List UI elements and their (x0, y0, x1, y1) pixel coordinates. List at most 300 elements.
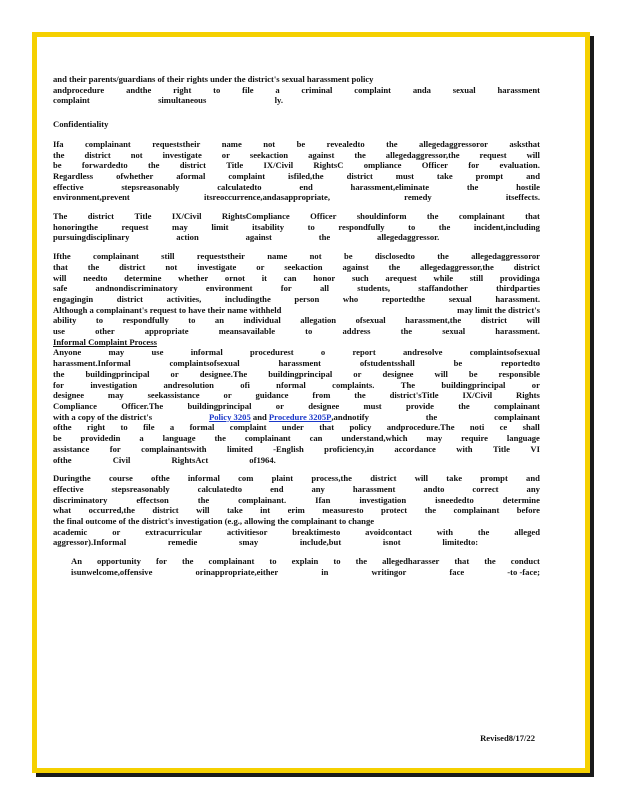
word: Although a complainant's request to have their name withheld (53, 304, 282, 315)
word: environment,prevent (53, 192, 130, 203)
word: disclosedto (374, 251, 415, 262)
word: The (400, 379, 416, 390)
word: Officer.The (121, 400, 164, 411)
word: language (162, 433, 196, 444)
word: measuresto (322, 505, 364, 516)
copy-line-tail: ,andnotify (331, 411, 369, 422)
word: buildingprincipal (441, 379, 506, 390)
word: in (321, 566, 329, 577)
word: activitiesor (226, 526, 268, 537)
text-line (53, 358, 540, 369)
word: staffandother (418, 283, 468, 294)
word: conduct (510, 556, 540, 567)
word: limit (211, 221, 229, 232)
word: complaint (229, 422, 267, 433)
word: opportunity (97, 556, 141, 567)
word: or (223, 390, 232, 401)
word: policy (349, 422, 372, 433)
word: designee.The (199, 368, 248, 379)
word: respondfully (122, 315, 169, 326)
word: plaint (271, 473, 294, 484)
word: the (458, 400, 470, 411)
word: that (454, 556, 470, 567)
word: reportedto (501, 358, 540, 369)
word: Civil (112, 454, 131, 465)
word: Title (226, 160, 244, 171)
word: district (179, 160, 206, 171)
text-line (53, 211, 540, 222)
word: or (353, 368, 362, 379)
word: take (446, 473, 463, 484)
word: anda (412, 84, 431, 95)
word: effective (53, 181, 84, 192)
word: the (354, 390, 366, 401)
word: complainantswith (141, 443, 207, 454)
word: ornot (224, 272, 245, 283)
word: protect (381, 505, 408, 516)
word: avoidcontact (365, 526, 412, 537)
word: requeststheir (196, 251, 245, 262)
word: stepsreasonably (111, 483, 170, 494)
word: An (71, 556, 82, 567)
word: remedie (167, 537, 198, 548)
informal-paragraph-1 (53, 347, 540, 411)
word: or (221, 149, 230, 160)
word: against (245, 232, 272, 243)
policy-reference-line: with a copy of the district's Policy 3205 and Procedure 3205P,andnotify the complainant (53, 411, 540, 422)
word: RightsC (313, 160, 344, 171)
word: andto (423, 483, 445, 494)
word: request (121, 221, 149, 232)
word: under (281, 422, 304, 433)
word: -to -face; (507, 566, 540, 577)
word: the (318, 232, 331, 243)
word: sexual (452, 84, 476, 95)
word: appropriate (144, 326, 189, 337)
word: itsability (252, 221, 285, 232)
word: incident,including (473, 221, 540, 232)
word: extracurricular (145, 526, 202, 537)
word: investigate (197, 261, 237, 272)
word: Compliance (53, 400, 97, 411)
word: IX/Civil (462, 390, 493, 401)
text-line (53, 516, 540, 527)
word: IX/Civil (263, 160, 294, 171)
word: end (299, 181, 313, 192)
procedure-3205p-link[interactable]: Procedure 3205P (268, 411, 332, 422)
word: -English (273, 443, 304, 454)
intro-line-3 (53, 95, 283, 106)
word: designee (53, 390, 85, 401)
word: seekassistance (147, 390, 200, 401)
word: while (433, 272, 454, 283)
word: andnondiscriminatory (95, 283, 178, 294)
word: take (436, 170, 453, 181)
word: VI (530, 443, 540, 454)
word: will (414, 473, 429, 484)
word: district (370, 473, 397, 484)
word: with (436, 526, 454, 537)
word: district (119, 261, 146, 272)
word: buildingprincipal (85, 368, 150, 379)
intro-paragraph (53, 74, 540, 106)
word: face (449, 566, 465, 577)
word: the final outcome of the district's investigation (e.g., allowing the complainant to change (53, 516, 375, 527)
word: needto (83, 272, 108, 283)
word: sexual (448, 293, 472, 304)
word: Title (134, 211, 152, 222)
word: seekaction (249, 149, 289, 160)
word: allegedaggressoror (419, 138, 488, 149)
word: andresolve (403, 347, 443, 358)
word: harassment.Informal (53, 358, 131, 369)
word: reportedthe (381, 293, 426, 304)
word: providinga (499, 272, 540, 283)
word: safe (53, 283, 68, 294)
word: com (238, 473, 254, 484)
word: the (477, 526, 490, 537)
word: harassment (278, 358, 321, 369)
word: sexual (442, 326, 466, 337)
word: Officer (310, 211, 337, 222)
word: the (438, 221, 451, 232)
word: IX/Civil (171, 211, 202, 222)
word: complaint (53, 95, 90, 106)
word: complainant (453, 505, 500, 516)
word: Rights (516, 390, 540, 401)
word: Ifan (315, 494, 331, 505)
word: andthe (126, 84, 152, 95)
word: harassment. (495, 326, 540, 337)
word: harassment,eliminate (350, 181, 430, 192)
word: Ifa (53, 138, 64, 149)
word: assistance (53, 443, 90, 454)
word: investigation (90, 379, 138, 390)
word: informal (190, 347, 223, 358)
text-line (53, 401, 540, 412)
word: buildingprincipal (268, 368, 333, 379)
word: determine (124, 272, 162, 283)
word: includingthe (224, 293, 271, 304)
word: complainant (208, 556, 255, 567)
word: include,but (299, 537, 342, 548)
word: o (320, 347, 326, 358)
word: arequest (385, 272, 417, 283)
word: ability (53, 315, 77, 326)
word: name (221, 138, 242, 149)
document-body (53, 74, 540, 578)
text-line (53, 537, 478, 548)
word: designee (308, 400, 340, 411)
word: language (506, 433, 540, 444)
word: any (526, 483, 540, 494)
word: ofstudentsshall (359, 358, 415, 369)
word: will (53, 272, 67, 283)
word: andprocedure (53, 84, 105, 95)
word: aggressor).Informal (53, 537, 127, 548)
word: from (312, 390, 331, 401)
word: ofsexual (355, 315, 386, 326)
word: the (466, 181, 479, 192)
word: occurred,the (88, 505, 135, 516)
word: alleged (514, 526, 540, 537)
word: complainant. (238, 494, 287, 505)
word: ofi (240, 379, 250, 390)
word: pursuingdisciplinary (53, 232, 130, 243)
word: itsreoccurrence,andasappropriate, (203, 192, 330, 203)
word: ly. (274, 95, 283, 106)
word: the (400, 326, 413, 337)
confidentiality-paragraph-1 (53, 139, 540, 203)
word: respondfully (338, 221, 385, 232)
word: revealedto (326, 138, 365, 149)
word: may limit the district's (457, 304, 540, 315)
word: complaint (354, 84, 392, 95)
text-line (53, 315, 540, 326)
text-line (53, 305, 540, 316)
word: district (513, 261, 540, 272)
word: procedurest (250, 347, 294, 358)
text-line (53, 251, 540, 262)
word: Title (492, 443, 510, 454)
word: allegedaggressor,the (420, 261, 494, 272)
word: report (352, 347, 376, 358)
word: calculatedto (197, 483, 243, 494)
word: effective (53, 483, 84, 494)
word: require (461, 433, 488, 444)
word: students, (357, 283, 390, 294)
word: complainant (93, 251, 139, 262)
text-line (53, 422, 540, 433)
word: before (516, 505, 540, 516)
informal-paragraph-1-continued (53, 422, 540, 465)
word: for (53, 379, 64, 390)
word: accordance (394, 443, 436, 454)
text-line (53, 192, 540, 203)
word: not (165, 261, 178, 272)
word: The (53, 211, 68, 222)
word: the (426, 211, 439, 222)
text-line (71, 567, 540, 578)
word: may (108, 347, 125, 358)
word: may (172, 221, 188, 232)
revised-date: Revised8/17/22 (480, 733, 535, 743)
word: against (308, 149, 335, 160)
word: honoringthe (53, 221, 98, 232)
copy-line-lead: with a copy of the district's (53, 411, 153, 422)
text-line (53, 433, 540, 444)
word: be (343, 251, 353, 262)
word: action (176, 232, 199, 243)
word: effectson (136, 494, 169, 505)
word: and (526, 473, 540, 484)
word: an (214, 315, 224, 326)
word: responsible (498, 368, 540, 379)
text-line (53, 262, 540, 273)
word: the (53, 368, 65, 379)
word: complainant (244, 433, 291, 444)
word: that (525, 211, 540, 222)
word: to (333, 556, 341, 567)
word: that (319, 422, 335, 433)
text-line (53, 294, 540, 305)
word: district (152, 505, 179, 516)
word: Regardless (53, 170, 94, 181)
word: can (283, 272, 297, 283)
word: itseffects. (505, 192, 540, 203)
word: noti (469, 422, 485, 433)
bullet-text (71, 556, 540, 577)
word: take (226, 505, 243, 516)
word: allegedaggressor,the (385, 149, 460, 160)
word: provide (405, 400, 434, 411)
word: a (139, 433, 144, 444)
word: writingor (371, 566, 407, 577)
text-line (53, 182, 540, 193)
word: forwardedto (81, 160, 128, 171)
confidentiality-paragraph-3 (53, 251, 540, 337)
word: course (108, 473, 133, 484)
word: still (469, 272, 484, 283)
word: allegedharasser (382, 556, 440, 567)
word: will (434, 368, 448, 379)
word: informal (187, 473, 220, 484)
word: be (296, 138, 306, 149)
word: for (156, 556, 167, 567)
text-line (53, 139, 540, 150)
word: shouldinform (356, 211, 407, 222)
word: to (307, 221, 315, 232)
word: to (213, 84, 221, 95)
word: use (53, 326, 65, 337)
word: harassment,the (405, 315, 462, 326)
word: investigation (359, 494, 407, 505)
word: isfiled,the (288, 170, 324, 181)
word: such (351, 272, 369, 283)
word: the (354, 149, 366, 160)
word: who (342, 293, 359, 304)
word: explain (291, 556, 319, 567)
word: use (151, 347, 164, 358)
list-item (53, 556, 540, 577)
text-line (53, 160, 540, 171)
text-line (53, 283, 540, 294)
word: to (269, 556, 277, 567)
word: or (275, 400, 284, 411)
word: discriminatory (53, 494, 108, 505)
word: for (109, 443, 121, 454)
text-line (53, 495, 540, 506)
text-line (53, 505, 540, 516)
word: ompliance (363, 160, 402, 171)
word: Duringthe (53, 473, 91, 484)
word: of1964. (249, 454, 276, 465)
word: will (526, 315, 540, 326)
word: ofthe (53, 454, 72, 465)
word: nformal (276, 379, 306, 390)
word: RightsCompliance (221, 211, 290, 222)
word: guidance (255, 390, 289, 401)
word: any (311, 483, 325, 494)
word: will (526, 149, 540, 160)
word: allegedaggressor. (377, 232, 440, 243)
word: not (130, 149, 143, 160)
word: complaints. (332, 379, 375, 390)
word: limited (226, 443, 253, 454)
word: district (116, 293, 144, 304)
word: allegedaggressoror (471, 251, 540, 262)
word: request (479, 149, 507, 160)
word: shall (522, 422, 540, 433)
word: meansavailable (218, 326, 276, 337)
text-line (53, 326, 540, 337)
word: activities, (166, 293, 202, 304)
word: or (170, 368, 179, 379)
word: erim (287, 505, 305, 516)
word: engagingin (53, 293, 94, 304)
word: proficiency,in (324, 443, 374, 454)
text-line (53, 484, 540, 495)
word: complainant (84, 138, 131, 149)
word: correct (472, 483, 499, 494)
word: for (468, 160, 480, 171)
intro-line-2 (53, 85, 540, 96)
copy-line-and: and (252, 411, 267, 422)
word: the (484, 556, 496, 567)
word: must (363, 400, 382, 411)
word: for (280, 283, 292, 294)
word: what (53, 505, 72, 516)
word: district (84, 149, 111, 160)
word: to (305, 326, 313, 337)
word: the (437, 251, 449, 262)
word: file (143, 422, 155, 433)
text-line (53, 171, 540, 182)
word: smay (239, 537, 259, 548)
word: simultaneous (158, 95, 207, 106)
word: prompt (480, 473, 508, 484)
word: to (120, 422, 128, 433)
word: not (263, 138, 276, 149)
word: district'sTitle (389, 390, 439, 401)
word: not (309, 251, 322, 262)
word: hostile (516, 181, 540, 192)
confidentiality-paragraph-2 (53, 211, 540, 243)
word: isnot (382, 537, 401, 548)
text-line (53, 444, 540, 455)
confidentiality-heading: Confidentiality (53, 119, 109, 130)
text-line (53, 232, 439, 243)
word: district (480, 315, 508, 326)
word: isneededto (435, 494, 474, 505)
word: designee (382, 368, 414, 379)
word: the (214, 433, 226, 444)
word: harassment (497, 84, 540, 95)
word: the (386, 138, 398, 149)
word: file (242, 84, 254, 95)
text-line (53, 455, 276, 466)
word: stepsreasonably (121, 181, 180, 192)
word: honor (313, 272, 336, 283)
word: the (197, 494, 210, 505)
word: the (53, 149, 65, 160)
word: to (95, 315, 104, 326)
word: RightsAct (171, 454, 209, 465)
word: harassment (352, 483, 396, 494)
policy-3205-link[interactable]: Policy 3205 (208, 411, 251, 422)
word: evaluation. (499, 160, 540, 171)
text-line (53, 222, 540, 233)
